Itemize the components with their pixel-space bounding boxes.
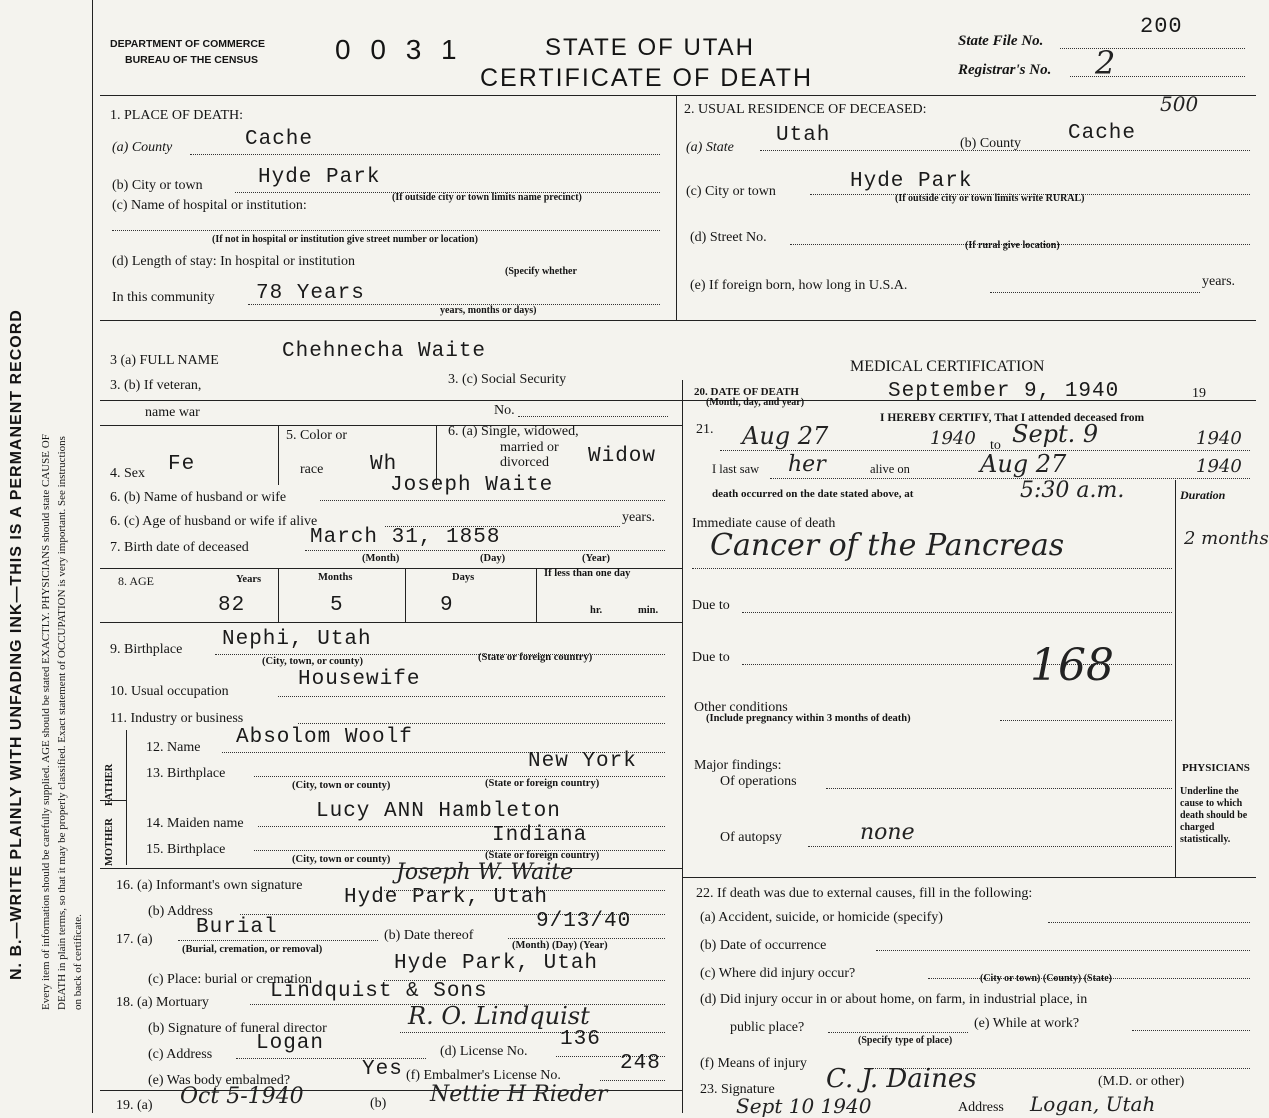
residence-foreign-label: (e) If foreign born, how long in U.S.A. <box>690 278 908 293</box>
residence-county-label: (b) County <box>960 136 1022 151</box>
due-to-label-1: Due to <box>692 598 730 613</box>
father-bp-note-city: (City, town or county) <box>292 780 391 791</box>
age-lt-day: If less than one day <box>544 568 631 579</box>
embalmed-value: Yes <box>362 1058 403 1081</box>
birthplace-label: 9. Birthplace <box>110 642 183 657</box>
bureau-label: BUREAU OF THE CENSUS <box>125 54 259 66</box>
disposition-note: (Burial, cremation, or removal) <box>182 944 323 955</box>
external-c: (c) Where did injury occur? <box>700 966 856 981</box>
residence-heading: 2. USUAL RESIDENCE OF DECEASED: <box>684 102 927 117</box>
place-community: 78 Years <box>256 282 365 305</box>
sex-label: 4. Sex <box>110 466 145 481</box>
registrar-signature: Nettie H Rieder <box>430 1082 608 1107</box>
dept-label: DEPARTMENT OF COMMERCE <box>110 38 265 50</box>
mortuary-address: Logan <box>256 1032 325 1055</box>
father-tag: FATHER <box>104 763 115 806</box>
father-bp-note-state: (State or foreign country) <box>485 778 600 789</box>
physicians-label: PHYSICIANS <box>1182 762 1250 774</box>
attended-from: Aug 27 <box>742 422 829 450</box>
due-to-label-2: Due to <box>692 650 730 665</box>
informant-address: Hyde Park, Utah <box>344 886 549 909</box>
veteran-label: 3. (b) If veteran, <box>110 378 202 393</box>
duration-label: Duration <box>1180 488 1226 502</box>
mortuary-address-label: (c) Address <box>148 1047 213 1062</box>
filed-label: 19. (a) <box>116 1098 153 1113</box>
place-heading: 1. PLACE OF DEATH: <box>110 108 244 123</box>
mortuary-value: Lindquist & Sons <box>270 980 488 1003</box>
residence-city-label: (c) City or town <box>686 184 776 199</box>
place-county-label: (a) County <box>112 140 173 155</box>
marital-label-1: 6. (a) Single, widowed, <box>448 424 579 439</box>
physician-signature: C. J. Daines <box>826 1064 977 1094</box>
alive-on-label: alive on <box>870 462 910 476</box>
mother-birthplace: Indiana <box>492 824 588 847</box>
attended-from-year: 1940 <box>930 428 976 449</box>
license-value: 136 <box>560 1028 601 1051</box>
spouse-age-label: 6. (c) Age of husband or wife if alive <box>110 514 318 529</box>
marital-value: Widow <box>588 445 657 468</box>
mother-name-label: 14. Maiden name <box>146 816 244 831</box>
attended-to-year: 1940 <box>1196 428 1242 449</box>
certificate-title: CERTIFICATE OF DEATH <box>480 64 814 92</box>
state-file-number: 200 <box>1140 14 1183 39</box>
mother-bp-note-city: (City, town or county) <box>292 854 391 865</box>
external-d-note: (Specify type of place) <box>858 1035 953 1046</box>
burial-date-label: (b) Date thereof <box>384 928 474 943</box>
immediate-cause-label: Immediate cause of death <box>692 516 836 531</box>
birth-label: 7. Birth date of deceased <box>110 540 249 555</box>
sidebar-note-1: Every item of information should be carefully supplied. AGE should be stated EXACTLY. PHYSICIANS should state CAUSE OF <box>40 434 52 1010</box>
color-label: 5. Color or <box>286 428 348 443</box>
place-county: Cache <box>245 128 314 151</box>
director-signature: R. O. Lindquist <box>408 1002 590 1030</box>
physician-address-label: Address <box>958 1100 1004 1115</box>
death-date: September 9, 1940 <box>888 380 1120 403</box>
embalmer-license-label: (f) Embalmer's License No. <box>406 1068 561 1083</box>
sex-value: Fe <box>168 453 196 476</box>
ss-label: 3. (c) Social Security <box>448 372 567 387</box>
mother-birthplace-label: 15. Birthplace <box>146 842 226 857</box>
age-years-header: Years <box>236 574 262 585</box>
external-d: (d) Did injury occur in or about home, on farm, in industrial place, in <box>700 992 1088 1007</box>
medical-heading: MEDICAL CERTIFICATION <box>850 358 1045 375</box>
place-hospital-label: (c) Name of hospital or institution: <box>112 198 307 213</box>
age-days-header: Days <box>452 572 475 583</box>
residence-county: Cache <box>1068 122 1137 145</box>
age-hr: hr. <box>590 605 603 616</box>
other-conditions-label: Other conditions <box>694 700 788 715</box>
father-name: Absolom Woolf <box>236 726 413 749</box>
residence-city: Hyde Park <box>850 170 973 193</box>
immediate-cause: Cancer of the Pancreas <box>710 528 1065 563</box>
cause-duration: 2 months <box>1184 528 1269 549</box>
birth-year-note: (Year) <box>582 553 610 564</box>
director-sig-label: (b) Signature of funeral director <box>148 1021 327 1036</box>
age-months-header: Months <box>318 572 353 583</box>
external-b: (b) Date of occurrence <box>700 938 827 953</box>
burial-place-label: (c) Place: burial or cremation <box>148 972 313 987</box>
binding-line <box>92 0 93 1113</box>
external-a: (a) Accident, suicide, or homicide (specify) <box>700 910 943 925</box>
external-e: (e) While at work? <box>974 1016 1080 1031</box>
age-days: 9 <box>440 594 454 617</box>
birth-month-note: (Month) <box>362 553 400 564</box>
attended-to-label: to <box>990 438 1001 453</box>
death-date-yr: 19 <box>1192 386 1206 401</box>
marital-label-2: married or <box>500 440 559 455</box>
physician-address: Logan, Utah <box>1030 1092 1156 1116</box>
filed-date: Oct 5-1940 <box>180 1084 304 1109</box>
occupation-value: Housewife <box>298 668 421 691</box>
external-d2: public place? <box>730 1020 805 1035</box>
age-months: 5 <box>330 594 344 617</box>
registrar-label: Registrar's No. <box>958 62 1052 78</box>
place-street-note: (If not in hospital or institution give street number or location) <box>212 234 478 245</box>
death-time: 5:30 a.m. <box>1020 478 1125 503</box>
operations-label: Of operations <box>720 774 797 789</box>
spouse-years: years. <box>622 510 656 525</box>
attended-to: Sept. 9 <box>1012 420 1099 448</box>
alive-on-year: 1940 <box>1196 456 1242 477</box>
major-findings-label: Major findings: <box>694 758 782 773</box>
license-label: (d) License No. <box>440 1044 528 1059</box>
autopsy-value: none <box>860 820 915 845</box>
place-city-note: (If outside city or town limits name precinct) <box>392 192 582 203</box>
age-min: min. <box>638 605 659 616</box>
physician-sig-label: 23. Signature <box>700 1082 775 1097</box>
residence-state: Utah <box>776 124 831 147</box>
place-stay-label: (d) Length of stay: In hospital or institution <box>112 254 356 269</box>
sidebar-note-3: on back of certificate. <box>72 914 84 1010</box>
father-birthplace: New York <box>528 750 637 773</box>
registrar-number: 2 <box>1095 44 1116 82</box>
name-label: 3 (a) FULL NAME <box>110 353 219 368</box>
sidebar-note-2: DEATH in plain terms, so that it may be properly classified. Exact statement of OCCUPATION is very important. See instructions <box>56 436 68 1010</box>
birthplace-note-city: (City, town, or county) <box>262 656 364 667</box>
mother-maiden-name: Lucy ANN Hambleton <box>316 800 561 823</box>
father-name-label: 12. Name <box>146 740 201 755</box>
death-date-sub: (Month, day, and year) <box>706 397 805 408</box>
age-label: 8. AGE <box>118 574 154 588</box>
age-years: 82 <box>218 594 246 617</box>
mortuary-label: 18. (a) Mortuary <box>116 995 209 1010</box>
war-label: name war <box>145 405 200 420</box>
last-saw-label: I last saw <box>712 462 760 476</box>
residence-code: 500 <box>1160 92 1199 116</box>
alive-on-date: Aug 27 <box>980 450 1067 478</box>
certify-text: I HEREBY CERTIFY, That I attended deceased from <box>880 412 1145 424</box>
place-units-note: years, months or days) <box>440 305 537 316</box>
disposition-value: Burial <box>196 916 278 939</box>
state-heading: STATE OF UTAH <box>545 34 755 61</box>
race-value: Wh <box>370 453 398 476</box>
place-community-label: In this community <box>112 290 215 305</box>
embalmed-label: (e) Was body embalmed? <box>148 1073 291 1088</box>
physician-md-label: (M.D. or other) <box>1098 1074 1185 1089</box>
sidebar-instruction: N. B.—WRITE PLAINLY WITH UNFADING INK—THIS IS A PERMANENT RECORD <box>8 309 25 980</box>
item-21-label: 21. <box>696 422 714 437</box>
ss-no: No. <box>494 403 515 418</box>
cause-code: 168 <box>1030 640 1114 691</box>
underline-note: Underline the cause to which death should be charged statistically. <box>1180 786 1248 845</box>
residence-rural-note: (If rural give location) <box>965 240 1060 251</box>
last-saw-value: her <box>788 452 826 477</box>
informant-signature: Joseph W. Waite <box>396 860 574 885</box>
residence-street-label: (d) Street No. <box>690 230 767 245</box>
informant-sig-label: 16. (a) Informant's own signature <box>116 878 303 893</box>
informant-address-label: (b) Address <box>148 904 213 919</box>
residence-years: years. <box>1202 274 1236 289</box>
spouse-value: Joseph Waite <box>390 474 554 497</box>
death-date-label: 20. DATE OF DEATH <box>694 386 799 398</box>
filed-b-label: (b) <box>370 1096 387 1111</box>
birth-day-note: (Day) <box>480 553 506 564</box>
marital-label-3: divorced <box>500 455 549 470</box>
serial-number: 0 0 3 1 <box>335 34 463 65</box>
external-f: (f) Means of injury <box>700 1056 807 1071</box>
residence-state-label: (a) State <box>686 140 734 155</box>
spouse-label: 6. (b) Name of husband or wife <box>110 490 287 505</box>
burial-date: 9/13/40 <box>536 910 632 933</box>
external-label: 22. If death was due to external causes, fill in the following: <box>696 886 1033 901</box>
mother-bp-note-state: (State or foreign country) <box>485 850 600 861</box>
embalmer-license: 248 <box>620 1052 661 1075</box>
father-birthplace-label: 13. Birthplace <box>146 766 226 781</box>
place-city-label: (b) City or town <box>112 178 203 193</box>
burial-place: Hyde Park, Utah <box>394 952 599 975</box>
occupation-label: 10. Usual occupation <box>110 684 229 699</box>
external-c-note: (City or town) (County) (State) <box>980 973 1113 984</box>
autopsy-label: Of autopsy <box>720 830 782 845</box>
full-name: Chehnecha Waite <box>282 340 487 363</box>
state-file-label: State File No. <box>958 33 1044 49</box>
place-city: Hyde Park <box>258 166 381 189</box>
mother-tag: MOTHER <box>104 818 115 866</box>
physician-sig-date: Sept 10 1940 <box>736 1094 872 1118</box>
occurred-label: death occurred on the date stated above, at <box>712 488 914 500</box>
disposition-label: 17. (a) <box>116 932 153 947</box>
birth-date: March 31, 1858 <box>310 526 501 549</box>
other-conditions-note: (Include pregnancy within 3 months of death) <box>706 713 911 724</box>
burial-date-note: (Month) (Day) (Year) <box>512 940 608 951</box>
industry-label: 11. Industry or business <box>110 711 244 726</box>
residence-city-note: (If outside city or town limits write RURAL) <box>895 193 1085 204</box>
birthplace-note-state: (State or foreign country) <box>478 652 593 663</box>
race-label: race <box>300 462 324 477</box>
place-specify: (Specify whether <box>505 266 577 277</box>
birthplace-value: Nephi, Utah <box>222 628 372 651</box>
